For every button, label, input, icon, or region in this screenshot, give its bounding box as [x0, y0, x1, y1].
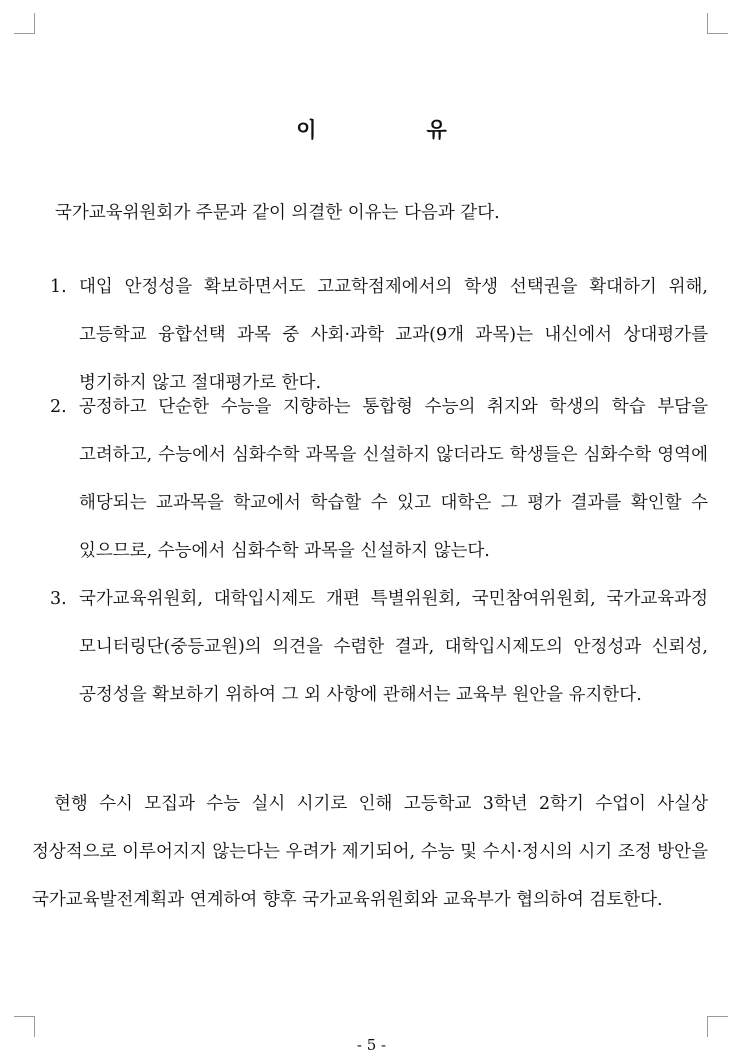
item-text: 대입 안정성을 확보하면서도 고교학점제에서의 학생 선택권을 확대하기 위해, 고등학교 융합선택 과목 중 사회·과학 교과(9개 과목)는 내신에서 상대평가를 병기하지 않고 절대평가로 한다. [79, 277, 708, 393]
item-number: 2. [50, 397, 67, 417]
crop-mark-bottom-right [707, 1016, 728, 1037]
crop-mark-bottom-left [14, 1016, 35, 1037]
reason-item-3 [50, 575, 708, 719]
title-char-right: 유 [426, 117, 447, 142]
crop-mark-top-right [707, 13, 728, 34]
page-number: - 5 - [356, 1036, 387, 1054]
crop-mark-top-left [14, 13, 35, 34]
title-char-left: 이 [296, 117, 317, 142]
item-text: 공정하고 단순한 수능을 지향하는 통합형 수능의 취지와 학생의 학습 부담을 고려하고, 수능에서 심화수학 과목을 신설하지 않더라도 학생들은 심화수학 영역에 해당되는 교과목을 학교에서 학습할 수 있고 대학은 그 평가 결과를 확인할 수 있으므로, 수능에서 심화수학 과목을 신설하지 않는다. [79, 397, 708, 561]
item-number: 1. [50, 277, 67, 297]
reason-item-2 [50, 383, 708, 575]
section-title [0, 114, 743, 144]
closing-paragraph: 현행 수시 모집과 수능 실시 시기로 인해 고등학교 3학년 2학기 수업이 사실상 정상적으로 이루어지지 않는다는 우려가 제기되어, 수능 및 수시·정시의 시기 조정 방안을 국가교육발전계획과 연계하여 향후 국가교육위원회와 교육부가 협의하여 검토한다. [32, 794, 708, 910]
intro-sentence: 국가교육위원회가 주문과 같이 의결한 이유는 다음과 같다. [55, 203, 500, 223]
item-text: 국가교육위원회, 대학입시제도 개편 특별위원회, 국민참여위원회, 국가교육과정 모니터링단(중등교원)의 의견을 수렴한 결과, 대학입시제도의 안정성과 신뢰성, 공정성을 확보하기 위하여 그 외 사항에 관해서는 교육부 원안을 유지한다. [79, 589, 708, 705]
item-number: 3. [50, 589, 67, 609]
